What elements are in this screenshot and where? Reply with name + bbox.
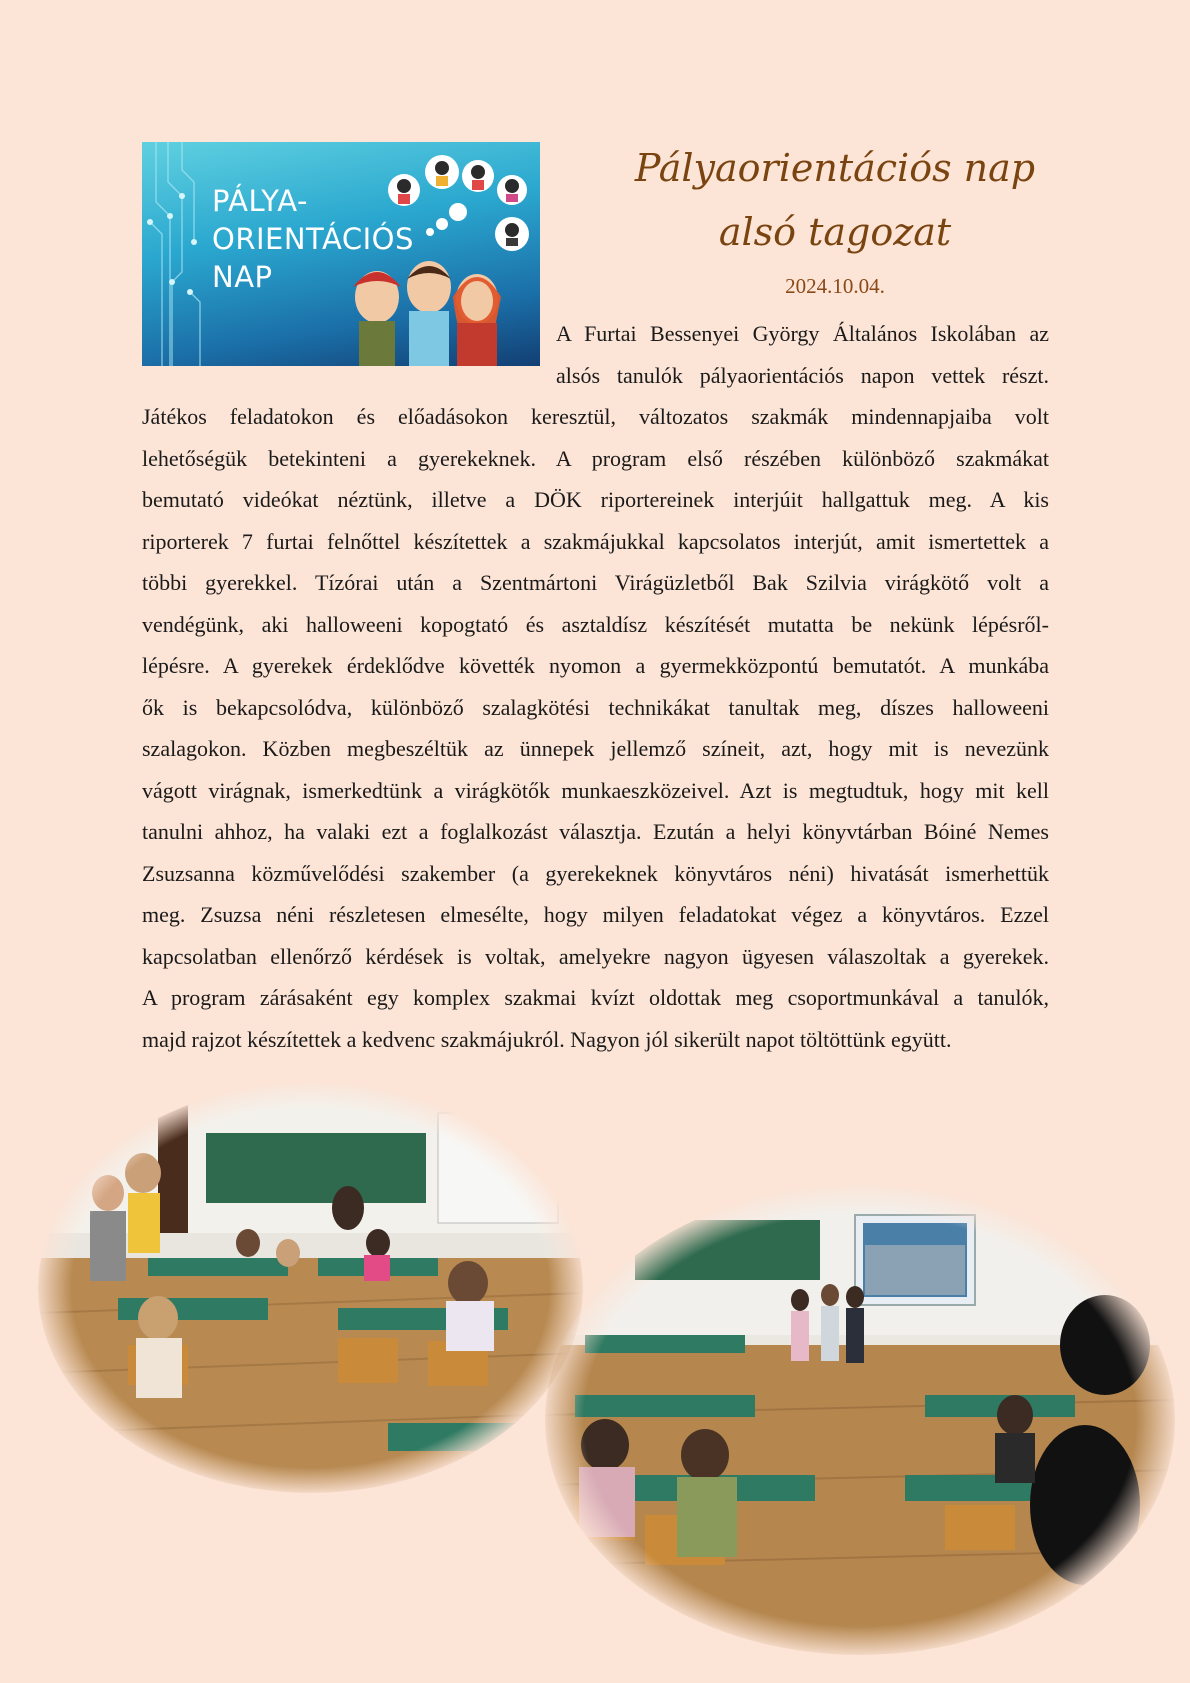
article-line: kapcsolatban ellenőrző kérdések is voltak, amelyekre nagyon ügyesen válaszoltak a gyerekek. — [142, 943, 1049, 969]
article-line: tanulni ahhoz, ha valaki ezt a foglalkozást választja. Ezután a helyi könyvtárban Bóiné Nemes — [142, 819, 1049, 844]
article-line: lépésre. A gyerekek érdeklődve követték nyomon a gyermekközpontú bemutatót. A munkába — [142, 653, 1049, 678]
article-line: bemutató videókat néztünk, illetve a DÖK riportereinek interjúit hallgattuk meg. A kis — [142, 487, 1049, 512]
banner-title — [212, 182, 414, 296]
banner-line-2: ORIENTÁCIÓS — [212, 222, 414, 256]
article-line: ők is bekapcsolódva, különböző szalagkötési technikákat tanultak meg, díszes halloweeni — [142, 694, 1049, 720]
classroom-photo-presentation — [545, 1185, 1175, 1655]
article-line: szalagokon. Közben megbeszéltük az ünnepek jellemző színeit, azt, hogy mit is nevezünk — [142, 736, 1049, 761]
article-line: A Furtai Bessenyei György Általános Iskolában az — [556, 321, 1049, 346]
article-line: lehetőségük betekinteni a gyerekeknek. A program első részében különböző szakmákat — [142, 445, 1049, 471]
article-line: vendégünk, aki halloweeni kopogtató és asztaldísz készítését mutatta be nekünk lépésről- — [142, 611, 1049, 637]
article-date: 2024.10.04. — [785, 274, 885, 298]
article-line: A program zárásaként egy komplex szakmai kvízt oldottak meg csoportmunkával a tanulók, — [142, 985, 1049, 1010]
article-line: Zsuzsanna közművelődési szakember (a gyerekeknek könyvtáros néni) hivatását ismerhettük — [142, 860, 1049, 886]
article-line: majd rajzot készítettek a kedvenc szakmájukról. Nagyon jól sikerült napot töltöttünk együtt. — [142, 1026, 952, 1052]
title-line-2: alsó tagozat — [718, 210, 952, 254]
article-line: alsós tanulók pályaorientációs napon vettek részt. — [556, 362, 1049, 388]
classroom-photo-florist — [38, 1083, 583, 1493]
article-line: többi gyerekkel. Tízórai után a Szentmártoni Virágüzletből Bak Szilvia virágkötő volt a — [142, 570, 1049, 595]
article-line: meg. Zsuzsa néni részletesen elmesélte, hogy milyen feladatokat végez a könyvtáros. Ezzel — [142, 902, 1049, 927]
article-line: riporterek 7 furtai felnőttel készítettek a szakmájukkal kapcsolatos interjút, amit ismertettek a — [142, 528, 1049, 554]
article-line: vágott virágnak, ismerkedtünk a virágkötők munkaeszközeivel. Azt is megtudtuk, hogy mit kell — [142, 777, 1049, 803]
page-title — [575, 136, 1095, 264]
banner-line-1: PÁLYA- — [212, 184, 308, 218]
banner-line-3: NAP — [212, 260, 273, 294]
title-line-1: Pályaorientációs nap — [634, 146, 1036, 190]
article-line: Játékos feladatokon és előadásokon keresztül, változatos szakmák mindennapjaiba volt — [142, 404, 1049, 429]
article-body — [142, 313, 1049, 1060]
